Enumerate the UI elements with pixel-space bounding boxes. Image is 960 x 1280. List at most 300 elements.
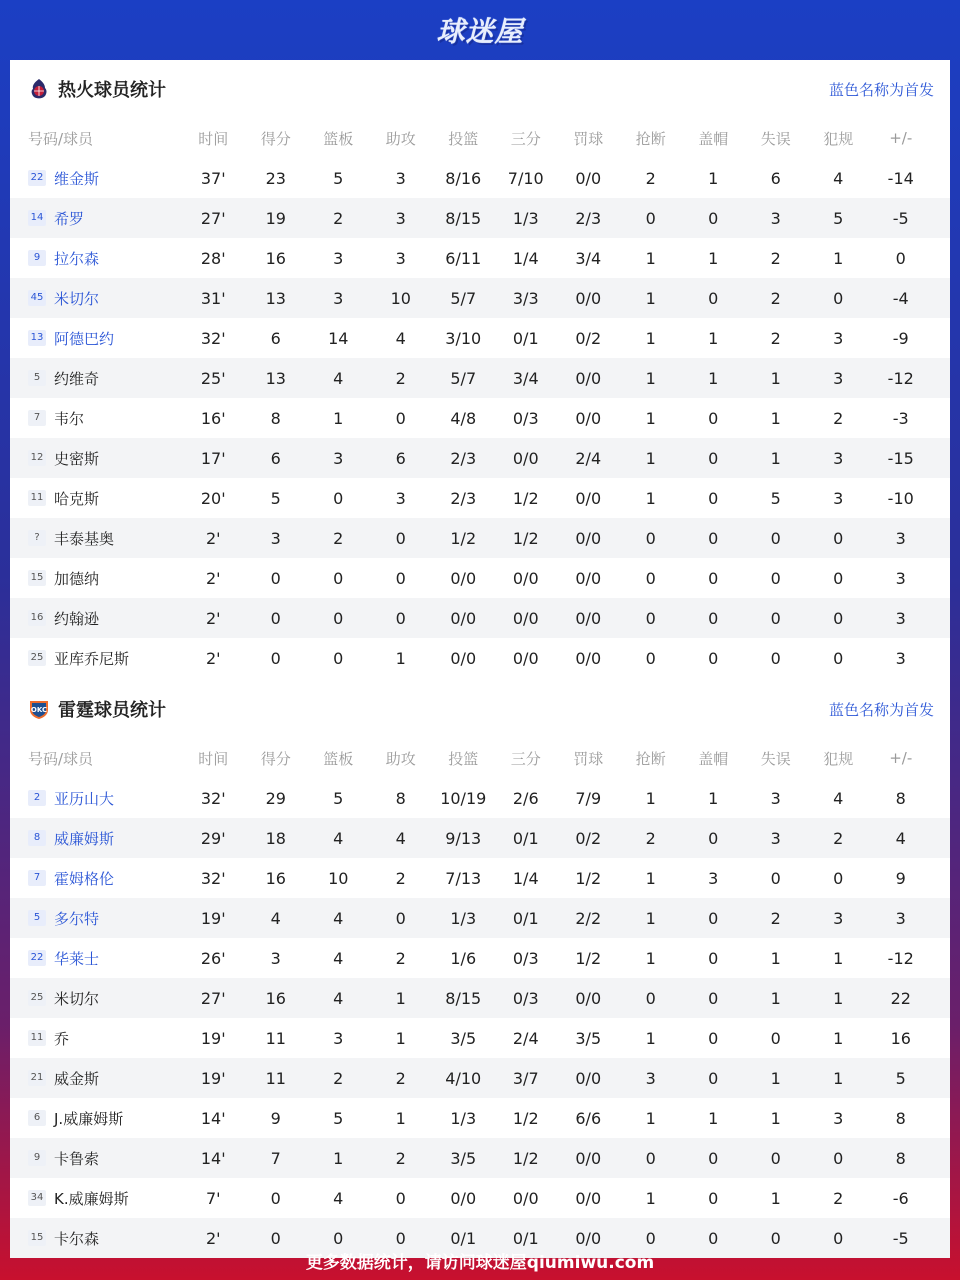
stat-cell: 4 — [333, 828, 344, 848]
stat-cell: 5 — [333, 788, 344, 808]
stat-cell: 0 — [270, 608, 281, 628]
stat-cell: 6 — [395, 448, 406, 468]
stat-cell: 0 — [708, 408, 719, 428]
stat-cell: 3/3 — [512, 288, 539, 308]
stat-cell: 0 — [708, 908, 719, 928]
stat-cell: 28' — [200, 248, 226, 268]
stat-cell: -12 — [887, 368, 914, 388]
stat-cell: 2/4 — [575, 448, 602, 468]
stat-cell: 3 — [333, 1028, 344, 1048]
player-name[interactable]: 约翰逊 — [54, 609, 100, 628]
player-row[interactable] — [10, 818, 950, 858]
stat-cell: 1 — [645, 288, 656, 308]
stat-cell: 26' — [200, 948, 226, 968]
stat-cell: 3 — [395, 168, 406, 188]
player-name[interactable]: 加德纳 — [54, 569, 100, 588]
stat-cell: 0 — [708, 1188, 719, 1208]
heat-logo-icon — [28, 78, 50, 100]
player-name[interactable]: 威金斯 — [54, 1069, 100, 1088]
stat-cell: 0 — [645, 528, 656, 548]
stat-cell: 16 — [890, 1028, 911, 1048]
stat-cell: 0/3 — [512, 988, 539, 1008]
stat-cell: -15 — [887, 448, 914, 468]
stat-cell: 1 — [770, 448, 781, 468]
stat-cell: 2 — [333, 1068, 344, 1088]
stat-cell: 4 — [333, 1188, 344, 1208]
player-name[interactable]: 卡尔森 — [54, 1229, 100, 1248]
stat-cell: 0 — [708, 528, 719, 548]
stat-cell: 1/2 — [512, 1148, 539, 1168]
stat-cell: 32' — [200, 788, 226, 808]
jersey-number: 16 — [28, 610, 46, 626]
stat-cell: 5 — [833, 208, 844, 228]
stat-cell: 1/6 — [450, 948, 477, 968]
stat-cell: 0 — [708, 1028, 719, 1048]
stat-cell: 0/0 — [575, 648, 602, 668]
jersey-number: 22 — [28, 170, 46, 186]
player-row[interactable] — [10, 1098, 950, 1138]
stat-cell: 0 — [708, 1068, 719, 1088]
stat-cell: 1/3 — [450, 1108, 477, 1128]
player-row[interactable] — [10, 1178, 950, 1218]
heat-table-body — [10, 158, 950, 678]
stat-cell: 0/0 — [450, 568, 477, 588]
stat-cell: 1/2 — [575, 948, 602, 968]
stat-cell: 0/1 — [512, 908, 539, 928]
stat-cell: 0 — [770, 1148, 781, 1168]
stat-cell: 7/10 — [507, 168, 544, 188]
stat-cell: 2 — [395, 1068, 406, 1088]
stat-cell: 0 — [833, 608, 844, 628]
stat-cell: 19 — [265, 208, 286, 228]
stat-cell: 0/0 — [575, 288, 602, 308]
column-header: 号码/球员 — [28, 129, 94, 148]
stat-cell: 1 — [645, 1028, 656, 1048]
stat-cell: 3 — [895, 568, 906, 588]
stat-cell: 2 — [833, 828, 844, 848]
stat-cell: 4 — [833, 168, 844, 188]
jersey-number: 14 — [28, 210, 46, 226]
player-name[interactable]: 维金斯 — [54, 169, 100, 188]
player-name[interactable]: 威廉姆斯 — [54, 829, 115, 848]
column-header: 盖帽 — [698, 749, 729, 768]
column-header: 投篮 — [448, 749, 479, 768]
stat-cell: 0 — [395, 408, 406, 428]
stat-cell: 9/13 — [445, 828, 482, 848]
jersey-number: 2 — [28, 790, 46, 806]
stat-cell: 18 — [265, 828, 286, 848]
stat-cell: 0 — [708, 948, 719, 968]
stat-cell: 1/4 — [512, 248, 539, 268]
stat-cell: 0/0 — [575, 408, 602, 428]
player-name[interactable]: 拉尔森 — [54, 249, 100, 268]
stat-cell: 2' — [205, 608, 221, 628]
stat-cell: 0 — [395, 908, 406, 928]
stat-cell: 0 — [770, 1228, 781, 1248]
stat-cell: 9 — [270, 1108, 281, 1128]
player-row[interactable] — [10, 238, 950, 278]
column-header: 罚球 — [573, 129, 604, 148]
player-row[interactable] — [10, 778, 950, 818]
jersey-number: 9 — [28, 250, 46, 266]
stat-cell: 16 — [265, 988, 286, 1008]
player-name[interactable]: 亚库乔尼斯 — [54, 649, 130, 668]
stat-cell: 2/3 — [450, 448, 477, 468]
stat-cell: 0/0 — [512, 1188, 539, 1208]
stat-cell: 1 — [833, 988, 844, 1008]
stat-cell: 0/2 — [575, 328, 602, 348]
stat-cell: 1 — [770, 368, 781, 388]
stat-cell: 2/3 — [575, 208, 602, 228]
stat-cell: 0 — [708, 828, 719, 848]
starter-note: 蓝色名称为首发 — [828, 700, 934, 719]
player-name[interactable]: J.威廉姆斯 — [54, 1109, 124, 1128]
stat-cell: 3 — [333, 288, 344, 308]
stat-cell: 19' — [200, 1028, 226, 1048]
stat-cell: 0 — [708, 608, 719, 628]
column-header: 篮板 — [323, 129, 354, 148]
player-name[interactable]: 米切尔 — [54, 289, 100, 308]
stat-cell: 5 — [770, 488, 781, 508]
stat-cell: 27' — [200, 988, 226, 1008]
stat-cell: 1 — [645, 408, 656, 428]
heat-section-header — [10, 60, 950, 118]
jersey-number: 25 — [28, 990, 46, 1006]
stat-cell: 0/0 — [575, 1228, 602, 1248]
stat-cell: 0 — [708, 448, 719, 468]
stat-cell: 0 — [395, 528, 406, 548]
stat-cell: 0/0 — [575, 488, 602, 508]
stat-cell: 0 — [395, 568, 406, 588]
stat-cell: 3 — [333, 448, 344, 468]
jersey-number: 25 — [28, 650, 46, 666]
stat-cell: 5 — [895, 1068, 906, 1088]
stat-cell: 0 — [770, 648, 781, 668]
stat-cell: 1/3 — [450, 908, 477, 928]
column-header: +/- — [889, 129, 913, 147]
stat-cell: 0/0 — [575, 368, 602, 388]
stat-cell: 2 — [333, 528, 344, 548]
stat-cell: 0 — [708, 488, 719, 508]
thunder-section-title: 雷霆球员统计 — [58, 700, 166, 721]
stat-cell: 3 — [833, 448, 844, 468]
stat-cell: 1 — [833, 1068, 844, 1088]
player-row[interactable] — [10, 1058, 950, 1098]
column-header: 助攻 — [385, 129, 416, 148]
column-header: 犯规 — [823, 129, 854, 148]
player-row[interactable] — [10, 598, 950, 638]
stat-cell: 0/0 — [450, 1188, 477, 1208]
stat-cell: 1 — [645, 1108, 656, 1128]
stat-cell: 0 — [708, 1228, 719, 1248]
stat-cell: 14' — [200, 1108, 226, 1128]
player-name[interactable]: 史密斯 — [54, 449, 100, 468]
stat-cell: 3 — [770, 208, 781, 228]
player-name[interactable]: 乔 — [54, 1029, 70, 1048]
jersey-number: 12 — [28, 450, 46, 466]
stat-cell: 3 — [770, 788, 781, 808]
player-row[interactable] — [10, 858, 950, 898]
stat-cell: 4 — [270, 908, 281, 928]
thunder-table-body — [10, 778, 950, 1258]
stat-cell: 2/3 — [450, 488, 477, 508]
stat-cell: 0 — [333, 488, 344, 508]
stat-cell: 8 — [895, 1148, 906, 1168]
stat-cell: 32' — [200, 328, 226, 348]
stat-cell: 5 — [270, 488, 281, 508]
stat-cell: 0 — [770, 528, 781, 548]
player-row[interactable] — [10, 1018, 950, 1058]
stat-cell: 8/15 — [445, 208, 482, 228]
stat-cell: 3 — [770, 828, 781, 848]
stat-cell: 3 — [833, 488, 844, 508]
stat-cell: 1 — [833, 948, 844, 968]
stat-cell: 2 — [833, 1188, 844, 1208]
stat-cell: 0 — [833, 528, 844, 548]
stat-cell: 0 — [645, 608, 656, 628]
player-name[interactable]: K.威廉姆斯 — [54, 1189, 129, 1208]
column-header: +/- — [889, 749, 913, 767]
stat-cell: 1 — [645, 368, 656, 388]
stat-cell: 10 — [390, 288, 411, 308]
stat-cell: 2 — [645, 828, 656, 848]
stat-cell: 6/11 — [445, 248, 482, 268]
player-row[interactable] — [10, 198, 950, 238]
column-header: 助攻 — [385, 749, 416, 768]
column-header: 时间 — [198, 749, 229, 768]
jersey-number: 5 — [28, 370, 46, 386]
player-name[interactable]: 丰泰基奥 — [54, 529, 115, 548]
stat-cell: 14' — [200, 1148, 226, 1168]
stat-cell: 4 — [333, 988, 344, 1008]
stat-cell: 0 — [708, 988, 719, 1008]
stat-cell: 0 — [645, 568, 656, 588]
stat-cell: 11 — [265, 1028, 286, 1048]
stat-cell: 1 — [833, 1028, 844, 1048]
player-name[interactable]: 亚历山大 — [54, 789, 115, 808]
footer-text: 更多数据统计，请访问球迷屋qiumiwu.com — [305, 1252, 655, 1273]
stat-cell: 1/2 — [512, 1108, 539, 1128]
stat-cell: 11 — [265, 1068, 286, 1088]
stat-cell: 5 — [333, 1108, 344, 1128]
stat-cell: 3 — [333, 248, 344, 268]
stat-cell: 4 — [333, 908, 344, 928]
column-header: 号码/球员 — [28, 749, 94, 768]
player-row[interactable] — [10, 318, 950, 358]
stat-cell: 7' — [205, 1188, 221, 1208]
stat-cell: 10/19 — [440, 788, 487, 808]
player-name[interactable]: 霍姆格伦 — [54, 869, 115, 888]
stat-cell: 0/1 — [512, 328, 539, 348]
stat-cell: 0 — [833, 648, 844, 668]
stat-cell: 0 — [395, 1228, 406, 1248]
jersey-number: 5 — [28, 910, 46, 926]
stat-cell: 7 — [270, 1148, 281, 1168]
stat-cell: 2 — [833, 408, 844, 428]
stat-cell: 0 — [895, 248, 906, 268]
jersey-number: 7 — [28, 410, 46, 426]
stat-cell: 1 — [708, 788, 719, 808]
stat-cell: 3 — [708, 868, 719, 888]
stat-cell: 2 — [333, 208, 344, 228]
stat-cell: 7/13 — [445, 868, 482, 888]
stat-cell: 1/4 — [512, 868, 539, 888]
stat-cell: 4/8 — [450, 408, 477, 428]
player-row[interactable] — [10, 158, 950, 198]
stat-cell: 3 — [270, 948, 281, 968]
stat-cell: 4 — [333, 368, 344, 388]
stat-cell: 3 — [895, 908, 906, 928]
stat-cell: 0 — [770, 608, 781, 628]
stat-cell: 8 — [895, 1108, 906, 1128]
stat-cell: 37' — [200, 168, 226, 188]
stat-cell: 1 — [645, 948, 656, 968]
stat-cell: 23 — [265, 168, 286, 188]
stat-cell: 3 — [395, 488, 406, 508]
stat-cell: 0 — [333, 1228, 344, 1248]
stat-cell: 6 — [270, 448, 281, 468]
player-name[interactable]: 华莱士 — [54, 949, 100, 968]
stat-cell: 2 — [770, 328, 781, 348]
column-header: 失误 — [760, 749, 791, 768]
stat-cell: 1 — [395, 988, 406, 1008]
stat-cell: 3 — [395, 248, 406, 268]
stat-cell: 2/6 — [512, 788, 539, 808]
stat-cell: 2/2 — [575, 908, 602, 928]
stat-cell: 0/0 — [450, 608, 477, 628]
stat-cell: 3 — [833, 368, 844, 388]
stat-cell: 0 — [645, 1148, 656, 1168]
player-name[interactable]: 希罗 — [54, 209, 85, 228]
stat-cell: 1 — [645, 448, 656, 468]
player-name[interactable]: 约维奇 — [54, 369, 100, 388]
stat-cell: 1 — [645, 908, 656, 928]
stat-cell: 3 — [395, 208, 406, 228]
stat-cell: 19' — [200, 1068, 226, 1088]
stat-cell: 0/0 — [575, 528, 602, 548]
stat-cell: 2/4 — [512, 1028, 539, 1048]
player-name[interactable]: 哈克斯 — [54, 489, 100, 508]
stat-cell: 10 — [328, 868, 349, 888]
stat-cell: 0 — [708, 288, 719, 308]
stat-cell: 0 — [645, 648, 656, 668]
stat-cell: 13 — [265, 288, 286, 308]
player-row[interactable] — [10, 558, 950, 598]
stat-cell: 0 — [833, 1148, 844, 1168]
stat-cell: 4 — [333, 948, 344, 968]
player-name[interactable]: 卡鲁索 — [54, 1149, 100, 1168]
stat-cell: 0/1 — [512, 828, 539, 848]
player-row[interactable] — [10, 518, 950, 558]
stat-cell: 0/0 — [575, 1148, 602, 1168]
stat-cell: 3/4 — [575, 248, 602, 268]
stat-cell: 0 — [395, 1188, 406, 1208]
column-header: 犯规 — [823, 749, 854, 768]
stat-cell: 5/7 — [450, 368, 477, 388]
stat-cell: 1 — [645, 488, 656, 508]
stat-cell: 6 — [270, 328, 281, 348]
stat-cell: 0/0 — [512, 608, 539, 628]
stat-cell: 0/0 — [575, 608, 602, 628]
stat-cell: 4 — [895, 828, 906, 848]
stat-cell: 0 — [270, 568, 281, 588]
stat-cell: 0 — [270, 648, 281, 668]
stat-cell: 2' — [205, 568, 221, 588]
player-row[interactable] — [10, 978, 950, 1018]
stat-cell: 1 — [708, 328, 719, 348]
stat-cell: 1 — [833, 248, 844, 268]
stat-cell: 0/0 — [512, 448, 539, 468]
stat-cell: 13 — [265, 368, 286, 388]
player-row[interactable] — [10, 898, 950, 938]
column-header: 时间 — [198, 129, 229, 148]
stat-cell: 2 — [395, 868, 406, 888]
app-header — [0, 0, 960, 60]
player-row[interactable] — [10, 438, 950, 478]
stat-cell: 8 — [895, 788, 906, 808]
stat-cell: 22 — [890, 988, 911, 1008]
heat-table-header — [10, 118, 950, 158]
stat-cell: 1 — [645, 868, 656, 888]
jersey-number: 9 — [28, 1150, 46, 1166]
stat-cell: 1/3 — [512, 208, 539, 228]
stat-cell: 3 — [270, 528, 281, 548]
stat-cell: 1 — [645, 248, 656, 268]
stat-cell: 1 — [395, 648, 406, 668]
player-row[interactable] — [10, 1138, 950, 1178]
thunder-section-header — [10, 680, 950, 738]
player-row[interactable] — [10, 278, 950, 318]
player-row[interactable] — [10, 638, 950, 678]
stat-cell: 0 — [770, 868, 781, 888]
stat-cell: 0/0 — [575, 1068, 602, 1088]
stat-cell: 6/6 — [575, 1108, 602, 1128]
stat-cell: 3 — [645, 1068, 656, 1088]
player-row[interactable] — [10, 478, 950, 518]
player-name[interactable]: 韦尔 — [54, 409, 85, 428]
stat-cell: 1/2 — [512, 528, 539, 548]
player-name[interactable]: 米切尔 — [54, 989, 100, 1008]
stat-cell: 2 — [770, 908, 781, 928]
jersey-number: 15 — [28, 1230, 46, 1246]
stat-cell: 1 — [770, 948, 781, 968]
player-row[interactable] — [10, 398, 950, 438]
jersey-number: 34 — [28, 1190, 46, 1206]
column-header: 失误 — [760, 129, 791, 148]
stat-cell: 1 — [770, 1108, 781, 1128]
stat-cell: 4 — [395, 328, 406, 348]
stat-cell: 2 — [395, 1148, 406, 1168]
player-name[interactable]: 阿德巴约 — [54, 329, 115, 348]
player-row[interactable] — [10, 938, 950, 978]
stat-cell: 2 — [395, 368, 406, 388]
column-header: 得分 — [260, 749, 291, 768]
player-name[interactable]: 多尔特 — [54, 909, 100, 928]
stat-cell: 0 — [645, 988, 656, 1008]
footer-banner — [0, 1240, 960, 1280]
stat-cell: -5 — [892, 208, 909, 228]
player-row[interactable] — [10, 358, 950, 398]
jersey-number: 22 — [28, 950, 46, 966]
stat-cell: -3 — [892, 408, 909, 428]
stat-cell: 1 — [770, 408, 781, 428]
stat-cell: 8 — [395, 788, 406, 808]
stat-cell: 1 — [770, 988, 781, 1008]
stat-cell: 1 — [645, 1188, 656, 1208]
stat-cell: 32' — [200, 868, 226, 888]
jersey-number: 45 — [28, 290, 46, 306]
stat-cell: 0 — [708, 1148, 719, 1168]
